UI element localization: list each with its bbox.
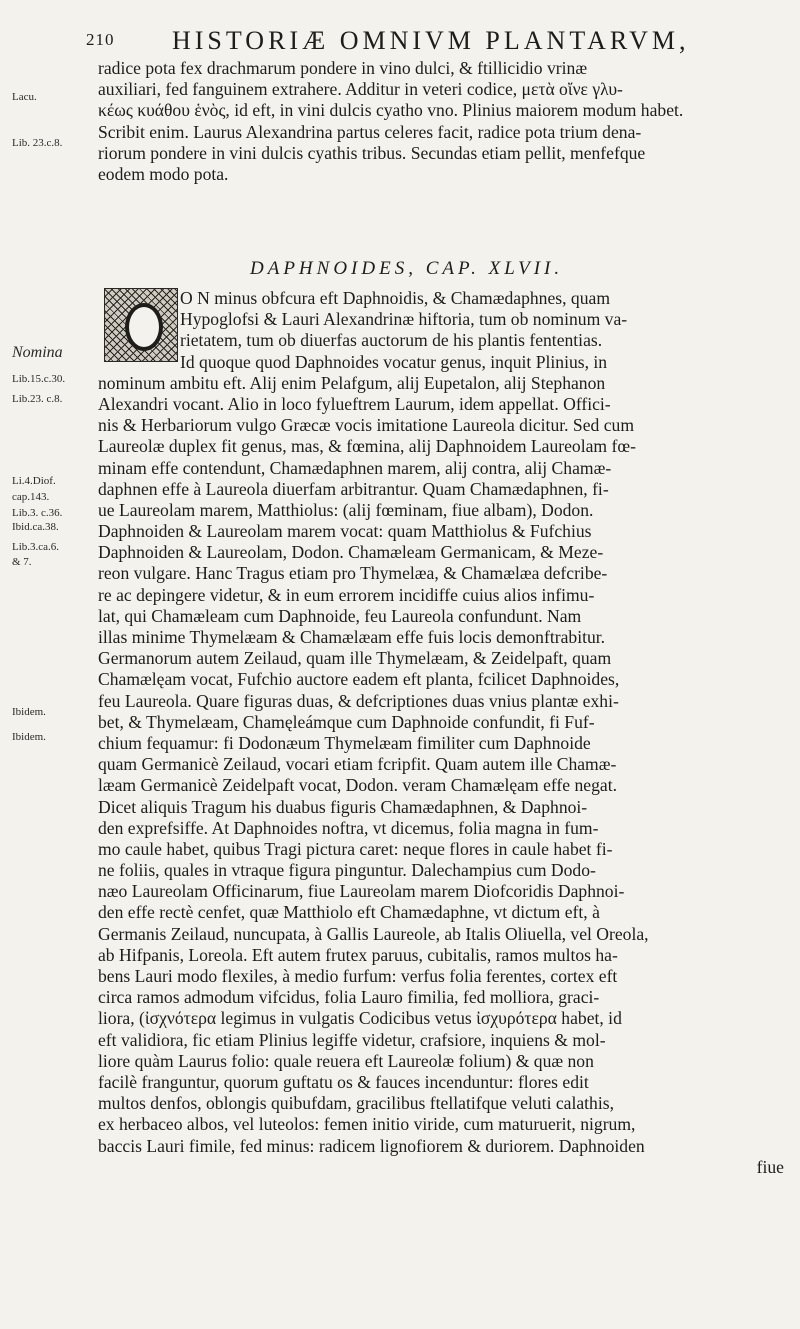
chapter-heading: DAPHNOIDES, CAP. XLVII.: [250, 258, 564, 279]
text-line: bet, & Thymelæam, Chamęleámque cum Daphnoide confundit, fi Fuf-: [98, 711, 595, 732]
text-line: Germanorum autem Zeilaud, quam ille Thymelæam, & Zeidelpaft, quam: [98, 648, 612, 669]
text-line: læam Germanicè Zeidelpaft vocat, Dodon. veram Chamælęam effe negat.: [98, 775, 617, 796]
margin-note-lib23: Lib.23. c.8.: [12, 393, 63, 405]
text-line: radice pota fex drachmarum pondere in vino dulci, & ftillicidio vrinæ: [98, 58, 588, 78]
text-line: eft validiora, fic etiam Plinius legiffe videtur, crafsiore, inquiens & mol-: [98, 1029, 606, 1050]
page-number: 210: [86, 30, 115, 49]
text-line: Id quoque quod Daphnoides vocatur genus, inquit Plinius, in: [180, 351, 608, 372]
text-line: rietatem, tum ob diuerfas auctorum de his plantis fententias.: [180, 330, 603, 351]
running-title: HISTORIÆ OMNIVM PLANTARVM,: [172, 26, 690, 55]
text-line: feu Laureola. Quare figuras duas, & defcriptiones duas vnius plantæ exhi-: [98, 690, 619, 711]
text-line: illas minime Thymelæam & Chamælæam effe fuis locis demonftrabitur.: [98, 627, 606, 647]
catchword: fiue: [756, 1156, 784, 1177]
text-line: Chamælęam vocat, Fufchio auctore eadem eft planta, fcilicet Daphnoides,: [98, 669, 620, 690]
text-line: quam Germanicè Zeilaud, vocari etiam fcripfit. Quam autem ille Chamæ-: [98, 754, 617, 775]
text-line: nominum ambitu eft. Alij enim Pelafgum, alij Eupetalon, alij Stephanon: [98, 372, 606, 393]
text-line: eodem modo pota.: [98, 163, 229, 184]
text-line: ne foliis, quales in vtraque figura pinguntur. Dalechampius cum Dodo-: [98, 860, 596, 881]
margin-note-li4: Li.4.Diof.: [12, 475, 56, 487]
text-line: den effe rectè cenfet, quæ Matthiolo eft Chamædaphne, vt dictum eft, à: [98, 902, 600, 923]
top-paragraph: [98, 58, 788, 185]
margin-note-ibidem-1: Ibidem.: [12, 706, 46, 718]
text-line: nis & Herbariorum vulgo Græcæ vocis imitatione Laureola dicitur. Sed cum: [98, 415, 635, 436]
main-paragraph: [98, 288, 788, 1178]
text-line: Daphnoiden & Laureolam marem vocat: quam Matthiolus & Fufchius: [98, 521, 592, 542]
margin-note-lib15: Lib.15.c.30.: [12, 373, 66, 385]
margin-note-lacu: Lacu.: [12, 91, 37, 103]
text-line: ue Laureolam marem, Matthiolus: (alij fœminam, fiue albam), Dodon.: [98, 499, 594, 520]
text-line: Scribit enim. Laurus Alexandrina partus celeres facit, radice pota trium dena-: [98, 121, 642, 142]
margin-note-lib3c6: Lib.3.ca.6.: [12, 541, 60, 553]
margin-note-lib3: Lib.3. c.36.: [12, 507, 63, 519]
text-line: minam effe contendunt, Chamædaphnen marem, alij contra, alij Chamæ-: [98, 457, 612, 478]
text-line: Laureolæ duplex fit genus, mas, & fœmina, alij Daphnoidem Laureolam fœ-: [98, 436, 636, 457]
text-line: mo caule habet, quibus Tragi pictura caret: neque flores in caule habet fi-: [98, 838, 613, 859]
text-line: baccis Lauri fimile, fed minus: radicem lignofiorem & duriorem. Daphnoiden: [98, 1135, 645, 1156]
text-line: ex herbaceo albos, vel luteolos: femen initio viride, cum maturuerit, nigrum,: [98, 1114, 636, 1135]
text-line: circa ramos admodum vifcidus, folia Lauro fimilia, fed molliora, graci-: [98, 987, 600, 1008]
margin-note-lib23c8: Lib. 23.c.8.: [12, 137, 63, 149]
text-line: riorum pondere in vini dulcis cyathis tribus. Secundas etiam pellit, menfefque: [98, 142, 646, 163]
text-line: re ac depingere videtur, & in eum errorem incidiffe cuius alios infimu-: [98, 584, 595, 605]
text-line: Germanis Zeilaud, nuncupata, à Gallis Laureole, ab Italis Oliuella, vel Oreola,: [98, 923, 649, 944]
text-line: chium fequamur: fi Dodonæum Thymelæam fimiliter cum Daphnoide: [98, 732, 591, 753]
text-line: ab Hifpanis, Loreola. Eft autem frutex paruus, cubitalis, ramos multos ha-: [98, 944, 618, 965]
text-line: auxiliari, fed fanguinem extrahere. Additur in veteri codice, μετὰ οἴνε γλυ-: [98, 79, 623, 100]
margin-note-ibidem-2: Ibidem.: [12, 731, 46, 743]
margin-note-ibid: Ibid.ca.38.: [12, 521, 59, 533]
text-line: Daphnoiden & Laureolam, Dodon. Chamæleam Germanicam, & Meze-: [98, 542, 604, 563]
text-line: liore quàm Laurus folio: quale reuera eft Laureolæ folium) & quæ non: [98, 1050, 594, 1071]
text-line: O N minus obfcura eft Daphnoidis, & Chamædaphnes, quam: [180, 288, 610, 308]
margin-note-and7: & 7.: [12, 556, 32, 568]
text-line: Alexandri vocant. Alio in loco fylueftrem Laurum, idem appellat. Offici-: [98, 393, 611, 414]
margin-note-nomina: Nomina: [12, 344, 63, 361]
text-line: κέως κυάθου ἑνὸς, id eft, in vini dulcis cyatho vno. Plinius maiorem modum habet.: [98, 100, 684, 121]
text-line: Dicet aliquis Tragum his duabus figuris Chamædaphnen, & Daphnoi-: [98, 796, 588, 817]
margin-note-cap143: cap.143.: [12, 491, 50, 503]
text-line: reon vulgare. Hanc Tragus etiam pro Thymelæa, & Chamælæa defcribe-: [98, 563, 608, 584]
text-line: liora, (ἰσχνότερα legimus in vulgatis Codicibus vetus ἰσχυρότερα habet, id: [98, 1008, 622, 1029]
running-header: [86, 26, 786, 56]
text-line: facilè franguntur, quorum guftatu os & fauces incenduntur: flores edit: [98, 1071, 589, 1092]
text-line: den exprefsiffe. At Daphnoides noftra, vt dicemus, folia magna in fum-: [98, 817, 599, 838]
text-line: bens Lauri modo flexiles, à medio furfum: verfus folia ferentes, cortex eft: [98, 966, 618, 986]
text-line: lat, qui Chamæleam cum Daphnoide, feu Laureola confundunt. Nam: [98, 605, 582, 626]
text-line: Hypoglofsi & Lauri Alexandrinæ hiftoria, tum ob nominum va-: [180, 309, 628, 330]
text-line: multos denfos, oblongis quibufdam, gracilibus ftellatifque veluti calathis,: [98, 1093, 614, 1114]
text-line: daphnen effe à Laureola diuerfam arbitrantur. Quam Chamædaphnen, fi-: [98, 478, 609, 499]
text-line: næo Laureolam Officinarum, fiue Laureolam marem Diofcoridis Daphnoi-: [98, 881, 625, 902]
